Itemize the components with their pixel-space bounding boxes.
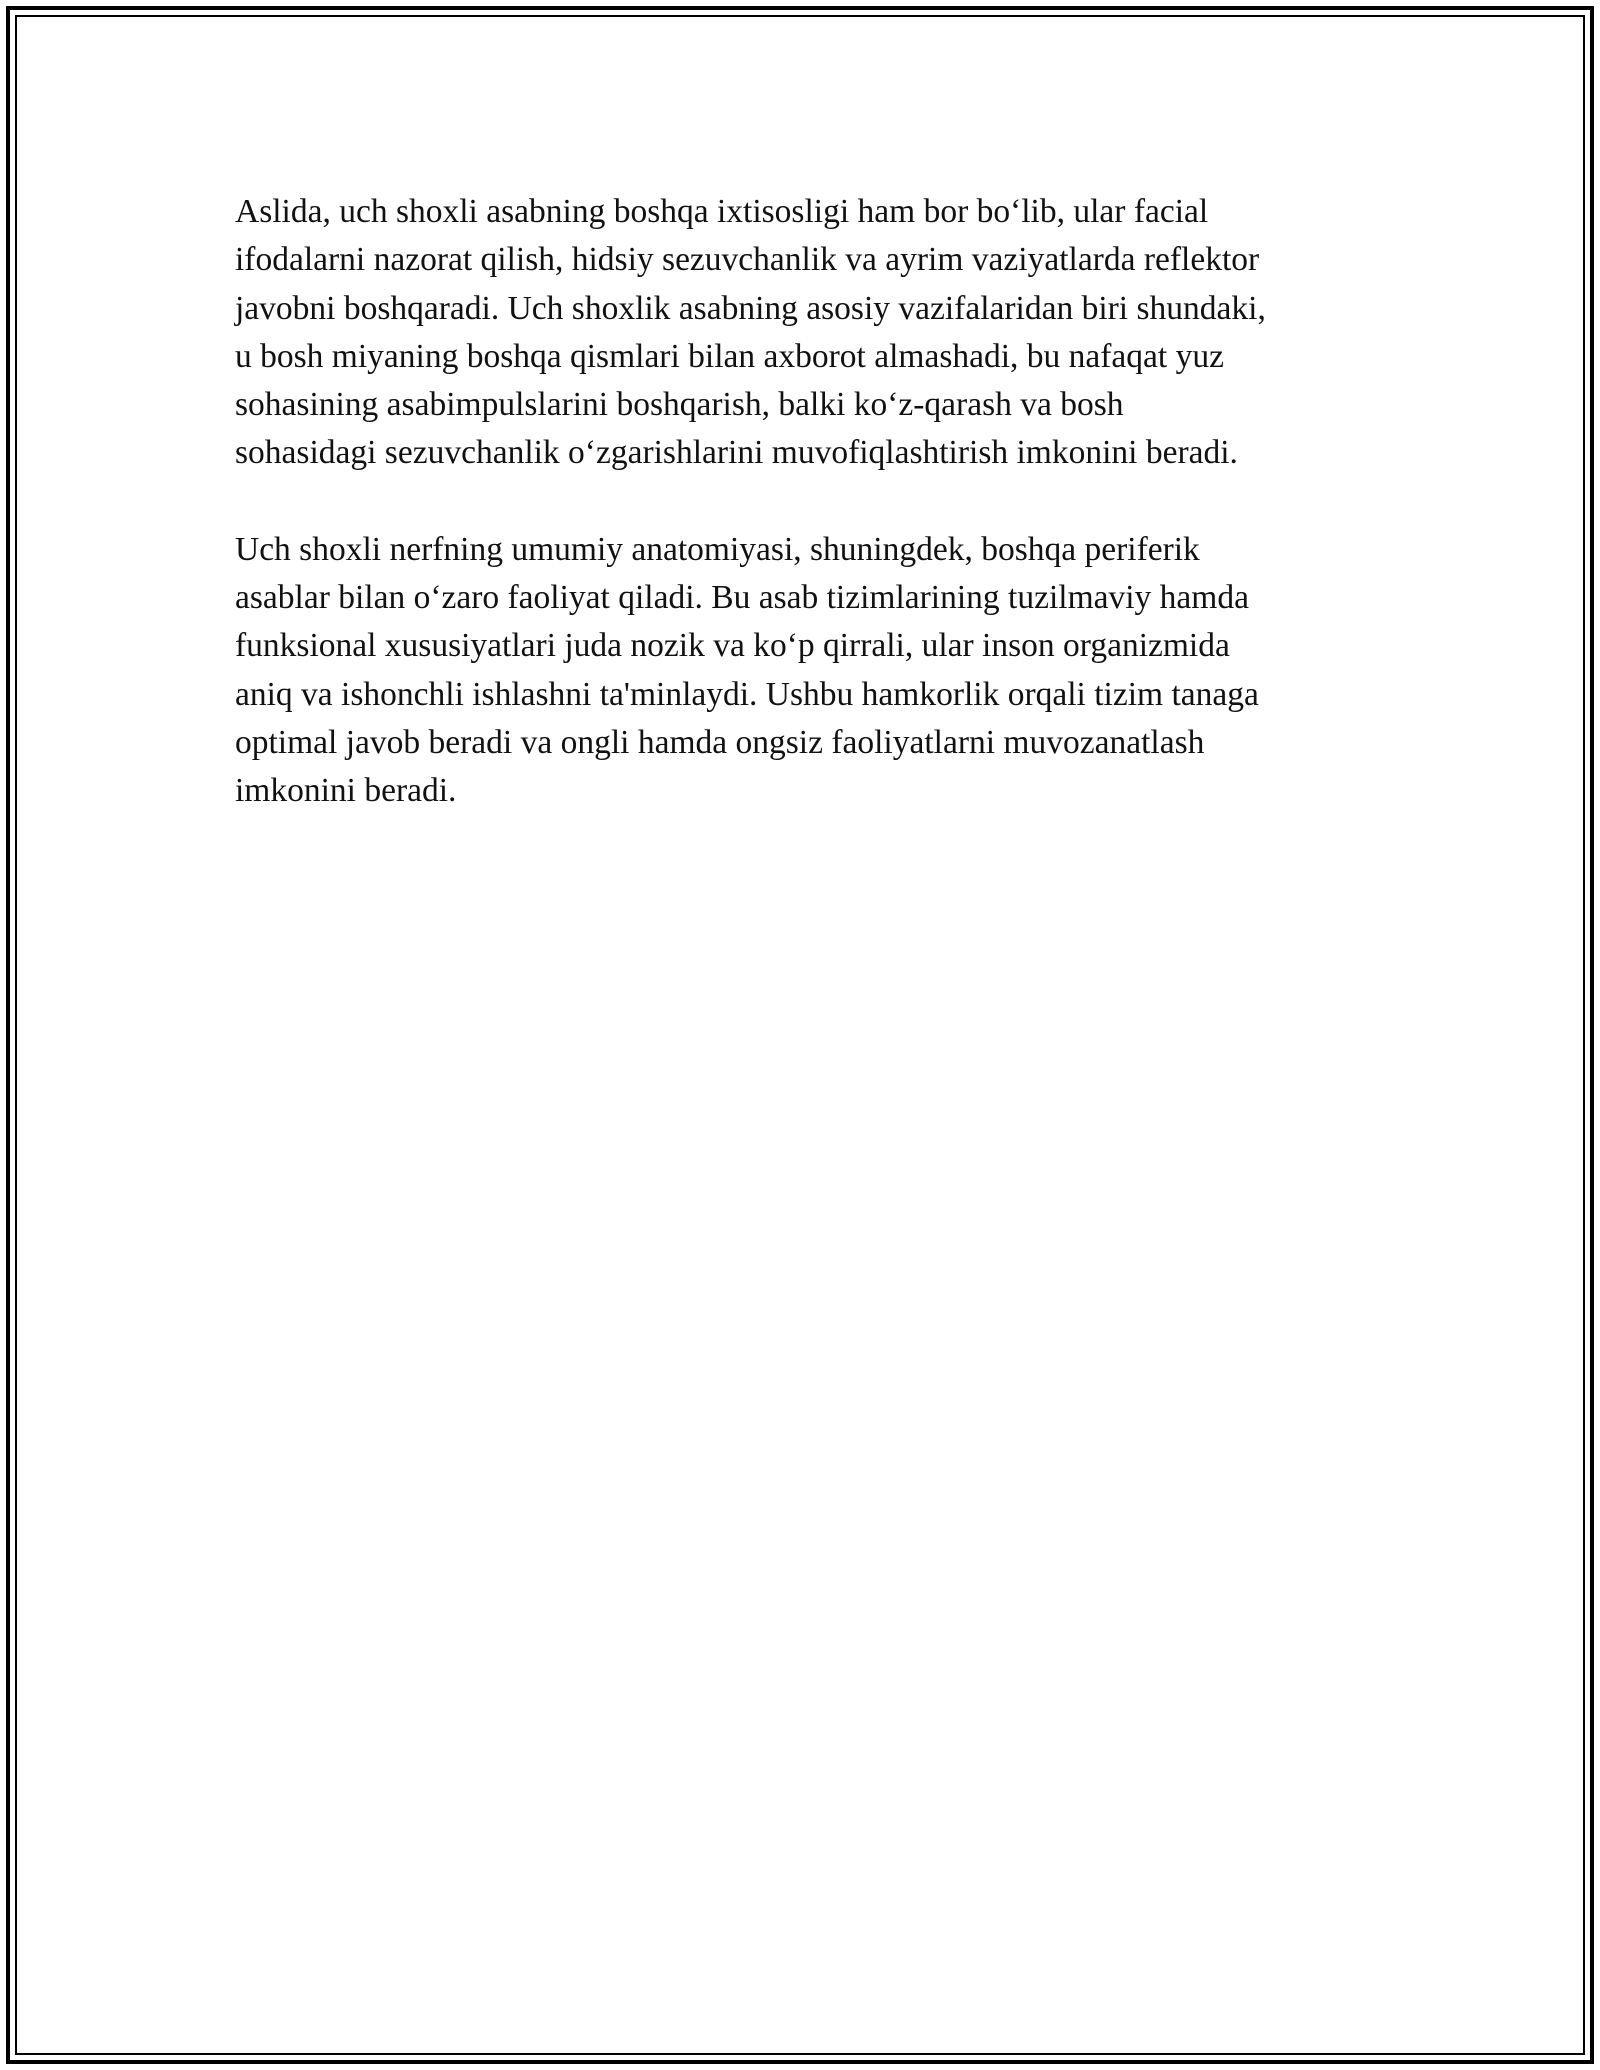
document-body <box>235 188 1405 864</box>
paragraph-2: Uch shoxli nerfning umumiy anatomiyasi, shuningdek, boshqa periferik asablar bilan o‘zaro faoliyat qiladi. Bu asab tizimlarining tuzilmaviy hamda funksional xususiyatlari juda nozik va ko‘p qirrali, ular inson organizmida aniq va ishonchli ishlashni ta'minlaydi. Ushbu hamkorlik orqali tizim tanaga optimal javob beradi va ongli hamda ongsiz faoliyatlarni muvozanatlash imkonini beradi. <box>235 530 1259 810</box>
paragraph-1: Aslida, uch shoxli asabning boshqa ixtisosligi ham bor bo‘lib, ular facial ifodalarni nazorat qilish, hidsiy sezuvchanlik va ayrim vaziyatlarda reflektor javobni boshqaradi. Uch shoxlik asabning asosiy vazifalaridan biri shundaki, u bosh miyaning boshqa qismlari bilan axborot almashadi, bu nafaqat yuz sohasining asabimpulslarini boshqarish, balki ko‘z-qarash va bosh sohasidagi sezuvchanlik o‘zgarishlarini muvofiqlashtirish imkonini beradi. <box>235 193 1266 472</box>
